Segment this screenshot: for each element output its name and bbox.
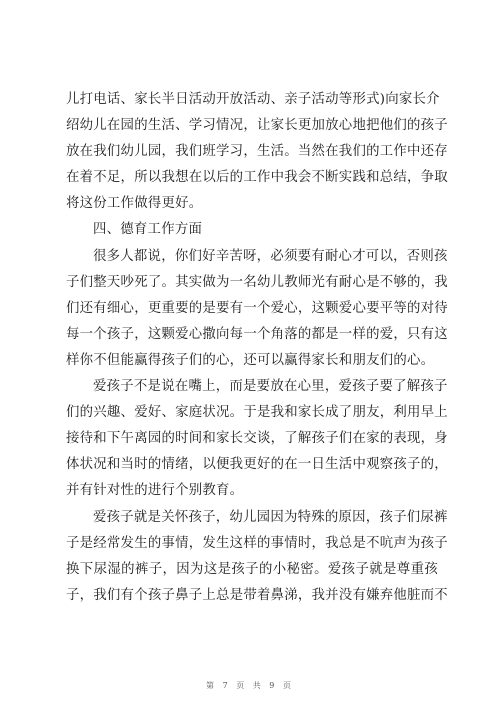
text-line: 在着不足，所以我想在以后的工作中我会不断实践和总结，争取 (66, 170, 448, 186)
text-line: 将这份工作做得更好。 (66, 196, 203, 212)
page-footer: 第 7 页 共 9 页 (206, 681, 294, 690)
text-line: 爱孩子就是关怀孩子，幼儿园因为特殊的原因，孩子们尿裤 (93, 509, 448, 525)
text-line: 放在我们幼儿园，我们班学习，生活。当然在我们的工作中还存 (66, 144, 448, 160)
text-line: 体状况和当时的情绪，以便我更好的在一日生活中观察孩子的， (66, 457, 448, 473)
text-line: 们的兴趣、爱好、家庭状况。于是我和家长成了朋友，利用早上 (66, 405, 448, 421)
text-line: 接待和下午离园的时间和家长交谈，了解孩子们在家的表现，身 (66, 431, 448, 447)
text-line: 换下尿湿的裤子，因为这是孩子的小秘密。爱孩子就是尊重孩 (66, 561, 438, 577)
text-line: 每一个孩子，这颗爱心撒向每一个角落的都是一样的爱，只有这 (66, 326, 448, 342)
text-line: 子是经常发生的事情，发生这样的事情时，我总是不吭声为孩子 (66, 535, 448, 551)
text-line: 子们整天吵死了。其实做为一名幼儿教师光有耐心是不够的，我 (66, 274, 448, 290)
text-line: 爱孩子不是说在嘴上，而是要放在心里，爱孩子要了解孩子 (93, 379, 448, 395)
text-line: 并有针对性的进行个别教育。 (66, 483, 244, 499)
text-line: 样你不但能赢得孩子们的心，还可以赢得家长和朋友们的心。 (66, 352, 435, 368)
text-line: 绍幼儿在园的生活、学习情况，让家长更加放心地把他们的孩子 (66, 118, 448, 134)
document-body (66, 87, 448, 609)
text-line: 很多人都说，你们好辛苦呀，必须要有耐心才可以，否则孩 (93, 248, 448, 264)
section-heading: 四、德育工作方面 (93, 222, 203, 238)
text-line: 儿打电话、家长半日活动开放活动、亲子活动等形式)向家长介 (66, 92, 440, 107)
text-line: 子，我们有个孩子鼻子上总是带着鼻涕，我并没有嫌弃他脏而不 (66, 587, 448, 603)
text-line: 们还有细心，更重要的是要有一个爱心，这颗爱心要平等的对待 (66, 300, 448, 316)
